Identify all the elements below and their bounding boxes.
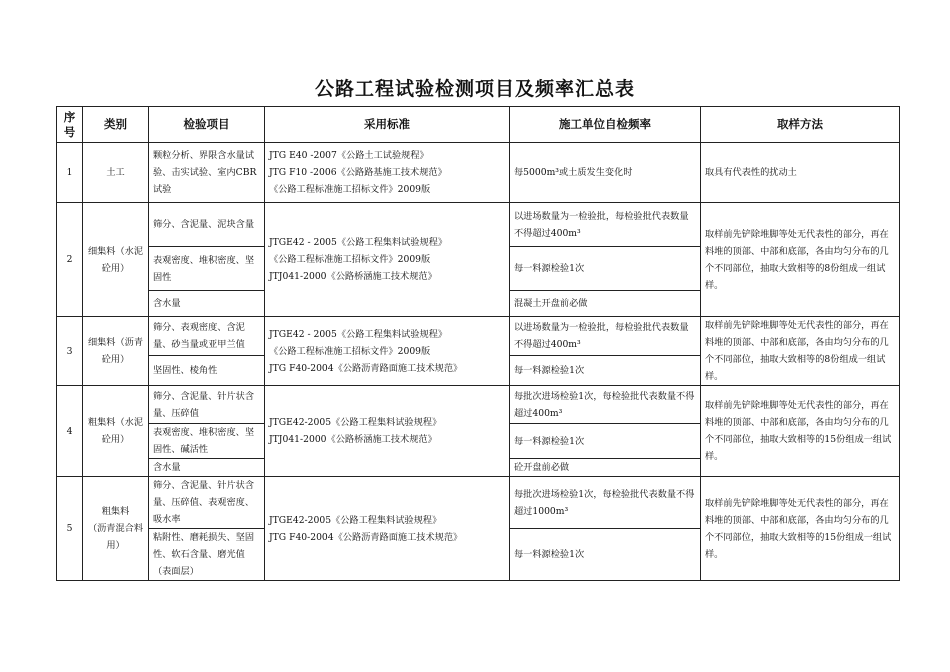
item-cell: 筛分、含泥量、泥块含量	[149, 203, 265, 247]
frequency-cell: 砼开盘前必做	[510, 459, 701, 477]
sampling-cell: 取具有代表性的扰动土	[701, 143, 900, 203]
header-category: 类别	[83, 107, 149, 143]
standard-cell: JTGE42 - 2005《公路工程集料试验规程》 《公路工程标准施工招标文件》2009版 JTG F40-2004《公路沥青路面施工技术规范》	[265, 317, 510, 386]
item-cell: 坚固性、棱角性	[149, 355, 265, 385]
table-row	[57, 143, 900, 203]
table-row	[57, 477, 900, 529]
seq-cell: 5	[57, 477, 83, 581]
item-cell: 粘附性、磨耗损失、坚固性、软石含量、磨光值（表面层）	[149, 529, 265, 581]
sampling-cell: 取样前先铲除堆脚等处无代表性的部分，再在料堆的顶部、中部和底部，各由均匀分布的几个不同部位，抽取大致相等的8份组成一组试样。	[701, 203, 900, 317]
category-cell: 细集料（沥青砼用）	[83, 317, 149, 386]
item-cell: 表观密度、堆积密度、坚固性、碱活性	[149, 424, 265, 459]
item-cell: 筛分、表观密度、含泥量、砂当量或亚甲兰值	[149, 317, 265, 356]
frequency-cell: 每一料源检验1次	[510, 247, 701, 291]
item-cell: 筛分、含泥量、针片状含量、压碎值、表观密度、吸水率	[149, 477, 265, 529]
category-cell: 细集料（水泥砼用）	[83, 203, 149, 317]
item-cell: 表观密度、堆积密度、坚固性	[149, 247, 265, 291]
category-cell: 粗集料（水泥砼用）	[83, 386, 149, 477]
standard-cell: JTGE42-2005《公路工程集料试验规程》 JTJ041-2000《公路桥涵施工技术规范》	[265, 386, 510, 477]
seq-cell: 2	[57, 203, 83, 317]
header-row	[57, 107, 900, 143]
header-sampling: 取样方法	[701, 107, 900, 143]
header-frequency: 施工单位自检频率	[510, 107, 701, 143]
category-cell: 土工	[83, 143, 149, 203]
table-row	[57, 203, 900, 247]
item-cell: 含水量	[149, 459, 265, 477]
frequency-cell: 每5000m³或土质发生变化时	[510, 143, 701, 203]
seq-cell: 1	[57, 143, 83, 203]
test-frequency-table	[56, 106, 900, 581]
standard-cell: JTG E40 -2007《公路土工试验规程》 JTG F10 -2006《公路路基施工技术规范》 《公路工程标准施工招标文件》2009版	[265, 143, 510, 203]
standard-cell: JTGE42-2005《公路工程集料试验规程》 JTG F40-2004《公路沥青路面施工技术规范》	[265, 477, 510, 581]
frequency-cell: 每一料源检验1次	[510, 355, 701, 385]
seq-cell: 4	[57, 386, 83, 477]
page-title: 公路工程试验检测项目及频率汇总表	[314, 78, 635, 100]
sampling-cell: 取样前先铲除堆脚等处无代表性的部分，再在料堆的顶部、中部和底部，各由均匀分布的几个不同部位，抽取大致相等的15份组成一组试样。	[701, 477, 900, 581]
frequency-cell: 以进场数量为一检验批，每检验批代表数量不得超过400m³	[510, 317, 701, 356]
sampling-cell: 取样前先铲除堆脚等处无代表性的部分，再在料堆的顶部、中部和底部，各由均匀分布的几个不同部位，抽取大致相等的8份组成一组试样。	[701, 317, 900, 386]
frequency-cell: 每一料源检验1次	[510, 424, 701, 459]
header-seq: 序 号	[57, 107, 83, 143]
table-row	[57, 386, 900, 424]
table-row	[57, 317, 900, 356]
item-cell: 筛分、含泥量、针片状含量、压碎值	[149, 386, 265, 424]
frequency-cell: 以进场数量为一检验批，每检验批代表数量不得超过400m³	[510, 203, 701, 247]
header-item: 检验项目	[149, 107, 265, 143]
frequency-cell: 每一料源检验1次	[510, 529, 701, 581]
sampling-cell: 取样前先铲除堆脚等处无代表性的部分，再在料堆的顶部、中部和底部，各由均匀分布的几个不同部位，抽取大致相等的15份组成一组试样。	[701, 386, 900, 477]
item-cell: 颗粒分析、界限含水量试验、击实试验、室内CBR试验	[149, 143, 265, 203]
category-cell: 粗集料 （沥青混合料用）	[83, 477, 149, 581]
standard-cell: JTGE42 - 2005《公路工程集料试验规程》 《公路工程标准施工招标文件》2009版 JTJ041-2000《公路桥涵施工技术规范》	[265, 203, 510, 317]
frequency-cell: 每批次进场检验1次，每检验批代表数量不得超过1000m³	[510, 477, 701, 529]
item-cell: 含水量	[149, 291, 265, 317]
frequency-cell: 混凝土开盘前必做	[510, 291, 701, 317]
seq-cell: 3	[57, 317, 83, 386]
header-standard: 采用标准	[265, 107, 510, 143]
frequency-cell: 每批次进场检验1次，每检验批代表数量不得超过400m³	[510, 386, 701, 424]
